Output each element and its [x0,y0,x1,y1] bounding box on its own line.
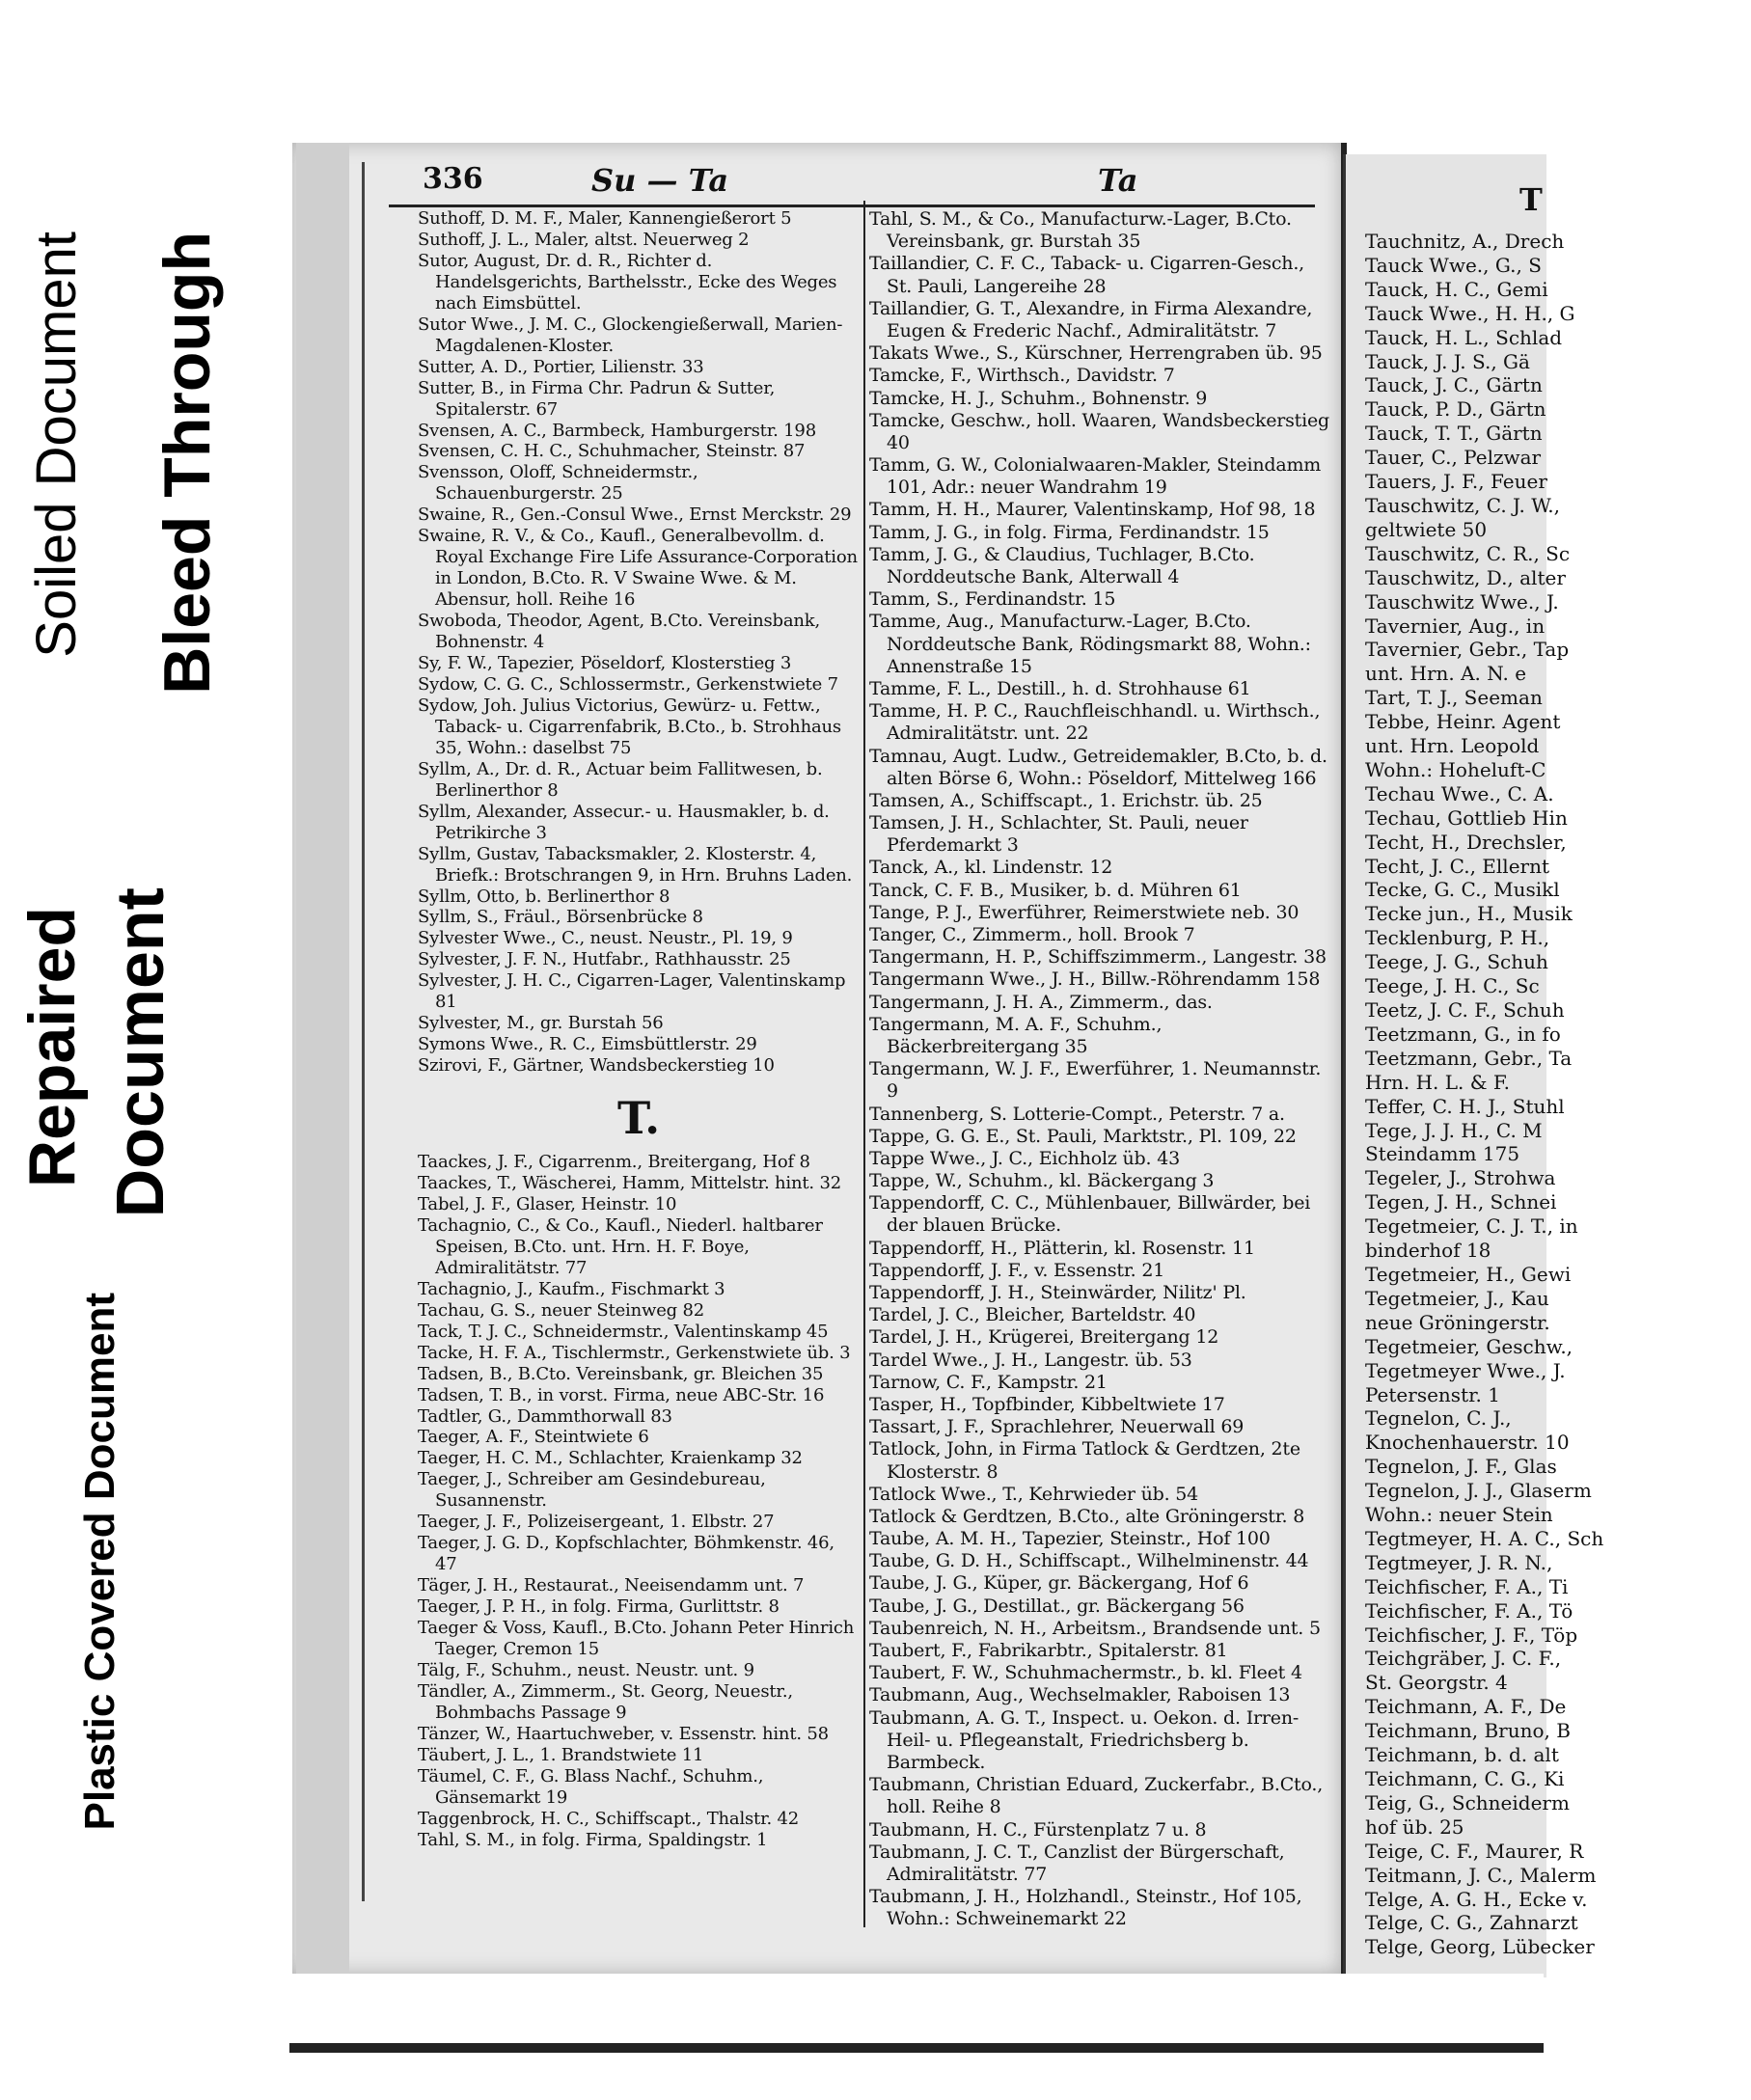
label-bleed: Bleed Through [150,232,224,695]
directory-entry: Sylvester, J. F. N., Hutfabr., Rathhausstr. 25 [418,949,791,970]
left-entries-su [418,208,860,1077]
directory-entry: Taeger, A. F., Steintwiete 6 [418,1427,649,1448]
label-plastic: Plastic Covered Document [76,1293,123,1831]
next-page-entry: Teetzmann, Gebr., Ta [1365,1046,1573,1070]
directory-entry: Taubert, F., Fabrikarbtr., Spitalerstr. 81 [869,1640,1228,1661]
directory-entry: Taubmann, Christian Eduard, Zuckerfabr., B.Cto., holl. Reihe 8 [869,1774,1324,1818]
label-strip [0,0,289,2100]
directory-entry: Taeger, J. F., Polizeisergeant, 1. Elbstr. 27 [418,1512,775,1533]
next-page-entry: Teichmann, b. d. alt [1365,1743,1559,1767]
directory-entry: Syllm, S., Fräul., Börsenbrücke 8 [418,907,703,928]
label-repaired-2: Document [102,887,178,1218]
directory-entry: Tangermann, W. J. F., Ewerführer, 1. Neumannstr. 9 [869,1058,1322,1103]
directory-entry: Tarnow, C. F., Kampstr. 21 [869,1371,1108,1393]
directory-entry: Tadsen, T. B., in vorst. Firma, neue ABC-Str. 16 [418,1384,825,1405]
directory-entry: Tange, P. J., Ewerführer, Reimerstwiete neb. 30 [869,901,1300,923]
directory-entry: Taackes, J. F., Cigarrenm., Breitergang, Hof 8 [418,1152,810,1173]
next-page-entry: Teichmann, Bruno, B [1365,1719,1571,1743]
directory-entry: Taubmann, H. C., Fürstenplatz 7 u. 8 [869,1818,1207,1841]
next-page-entry: Tegeler, J., Strohwa [1365,1166,1556,1190]
next-page-entry: Tauck, J. J. S., Gä [1365,349,1530,373]
directory-entry: Täger, J. H., Restaurat., Neeisendamm unt. 7 [418,1575,805,1596]
next-page-entry: Tegen, J. H., Schnei [1365,1190,1557,1214]
directory-entry: Taackes, T., Wäscherei, Hamm, Mittelstr. hint. 32 [418,1173,841,1194]
directory-entry: Sylvester Wwe., C., neust. Neustr., Pl. 19, 9 [418,928,793,949]
next-page-entry: binderhof 18 [1365,1239,1491,1263]
directory-entry: Tatlock, John, in Firma Tatlock & Gerdtzen, 2te Klosterstr. 8 [869,1438,1300,1483]
directory-entry: Taeger, J., Schreiber am Gesindebureau, Susannenstr. [418,1469,766,1512]
next-page-entry: Tauck Wwe., G., S [1365,253,1542,277]
scanner-bar [289,2043,1544,2053]
next-page-entry: Teetzmann, G., in fo [1365,1022,1561,1046]
next-page-entry: Petersenstr. 1 [1365,1382,1500,1406]
directory-entry: Sutter, B., in Firma Chr. Padrun & Sutter, Spitalerstr. 67 [418,377,776,420]
next-page-entry: neue Gröningerstr. [1365,1310,1550,1334]
next-page-entry: Teichfischer, F. A., Tö [1365,1598,1573,1623]
next-page-entry: Tecklenburg, P. H., [1365,926,1550,950]
directory-entry: Syllm, A., Dr. d. R., Actuar beim Fallitwesen, b. Berlinerthor 8 [418,758,823,801]
next-page-entry: Teichfischer, F. A., Ti [1365,1574,1569,1598]
directory-entry: Taube, J. G., Destillat., gr. Bäckergang 56 [869,1595,1245,1617]
directory-entry: Syllm, Otto, b. Berlinerthor 8 [418,886,670,907]
directory-entry: Tamcke, H. J., Schuhm., Bohnenstr. 9 [869,387,1208,409]
next-page-entry: Telge, A. G. H., Ecke v. [1365,1887,1588,1911]
left-column [418,208,860,1851]
next-page-entry: Techau, Gottlieb Hin [1365,805,1568,830]
next-page-entry: Tauck, T. T., Gärtn [1365,422,1543,446]
directory-entry: Täumel, C. F., G. Blass Nachf., Schuhm., Gänsemarkt 19 [418,1765,764,1808]
directory-entry: Taggenbrock, H. C., Schiffscapt., Thalstr. 42 [418,1808,800,1829]
directory-entry: Taubmann, A. G. T., Inspect. u. Oekon. d. Irren-Heil- u. Pflegeanstalt, Friedrichsberg b. Barmbeck. [869,1706,1300,1773]
directory-entry: Taeger, H. C. M., Schlachter, Kraienkamp 32 [418,1448,803,1469]
next-page-entry: Teichgräber, J. C. F., [1365,1647,1562,1671]
next-page-entry: Telge, C. G., Zahnarzt [1365,1911,1578,1935]
next-page-entry: Wohn.: Hoheluft-C [1365,757,1546,781]
directory-entry: Tassart, J. F., Sprachlehrer, Neuerwall 69 [869,1416,1245,1438]
directory-entry: Tamcke, Geschw., holl. Waaren, Wandsbeckerstieg 40 [869,409,1329,453]
directory-entry: Tälg, F., Schuhm., neust. Neustr. unt. 9 [418,1659,754,1680]
next-page-entry: Tart, T. J., Seeman [1365,686,1543,710]
directory-entry: Szirovi, F., Gärtner, Wandsbeckerstieg 10 [418,1055,775,1077]
next-page-entry: Telge, Georg, Lübecker [1365,1935,1595,1959]
section-letter: T. [617,1092,660,1145]
directory-entry: Sydow, C. G. C., Schlossermstr., Gerkenstwiete 7 [418,673,838,695]
directory-entry: Tasper, H., Topfbinder, Kibbeltwiete 17 [869,1393,1225,1415]
next-page-entry: Tauck, P. D., Gärtn [1365,397,1546,422]
next-page-head: T [1519,181,1543,218]
directory-entry: Tack, T. J. C., Schneidermstr., Valentinskamp 45 [418,1321,829,1342]
next-page-entry: Knochenhauerstr. 10 [1365,1431,1570,1455]
next-page-sliver [1343,154,1604,1977]
next-page-entry: Teetz, J. C. F., Schuh [1365,998,1565,1022]
next-page-entry: Tauck, J. C., Gärtn [1365,373,1543,397]
directory-entry: Taube, A. M. H., Tapezier, Steinstr., Hof 100 [869,1528,1271,1550]
next-page-entry: Tavernier, Aug., in [1365,614,1546,638]
directory-entry: Suthoff, D. M. F., Maler, Kannengießerort 5 [418,208,792,229]
next-page-entry: Hrn. H. L. & F. [1365,1070,1511,1094]
directory-entry: Tappe Wwe., J. C., Eichholz üb. 43 [869,1147,1180,1169]
next-page-entry: Teichmann, A. F., De [1365,1695,1567,1719]
directory-entry: Tänzer, W., Haartuchweber, v. Essenstr. hint. 58 [418,1723,829,1744]
directory-entry: Syllm, Alexander, Assecur.- u. Hausmakler, b. d. Petrikirche 3 [418,801,830,843]
directory-entry: Swoboda, Theodor, Agent, B.Cto. Vereinsbank, Bohnenstr. 4 [418,611,821,653]
directory-entry: Tamme, F. L., Destill., h. d. Strohhause 61 [869,677,1251,699]
next-page-entry: Tegtmeyer, H. A. C., Sch [1365,1526,1604,1550]
directory-page [292,143,1341,1974]
directory-entry: Tahl, S. M., & Co., Manufacturw.-Lager, B.Cto. Vereinsbank, gr. Burstah 35 [869,208,1292,253]
directory-entry: Sutor, August, Dr. d. R., Richter d. Handelsgerichts, Barthelsstr., Ecke des Weges nach Eimsbüttel. [418,250,837,314]
directory-entry: Tadtler, G., Dammthorwall 83 [418,1405,672,1427]
directory-entry: Tanck, A., kl. Lindenstr. 12 [869,857,1113,879]
directory-entry: Taubmann, J. C. T., Canzlist der Bürgerschaft, Admiralitätstr. 77 [869,1841,1285,1885]
next-page-entry: Tauschwitz, D., alter [1365,565,1566,589]
directory-entry: Tannenberg, S. Lotterie-Compt., Peterstr. 7 a. [869,1103,1285,1125]
directory-entry: Tappendorff, J. F., v. Essenstr. 21 [869,1259,1165,1281]
directory-entry: Svensson, Oloff, Schneidermstr., Schauenburgerstr. 25 [418,462,698,505]
directory-entry: Tappendorff, H., Plätterin, kl. Rosenstr. 11 [869,1237,1255,1259]
directory-entry: Taubmann, Aug., Wechselmakler, Raboisen 13 [869,1684,1291,1706]
next-page-entry: Tebbe, Heinr. Agent [1365,710,1561,734]
directory-entry: Tamcke, F., Wirthsch., Davidstr. 7 [869,365,1175,387]
directory-entry: Taillandier, G. T., Alexandre, in Firma Alexandre, Eugen & Frederic Nachf., Admiralitätstr. 7 [869,297,1313,341]
directory-entry: Tangermann, J. H. A., Zimmerm., das. [869,991,1213,1013]
column-divider [863,201,865,1927]
directory-entry: Taubmann, J. H., Holzhandl., Steinstr., Hof 105, Wohn.: Schweinemarkt 22 [869,1886,1302,1930]
next-page-entry: Teichfischer, J. F., Töp [1365,1623,1578,1647]
directory-entry: Svensen, C. H. C., Schuhmacher, Steinstr. 87 [418,441,806,462]
directory-entry: Sutor Wwe., J. M. C., Glockengießerwall, Marien-Magdalenen-Kloster. [418,314,843,356]
directory-entry: Tamm, S., Ferdinandstr. 15 [869,588,1116,611]
directory-entry: Tacke, H. F. A., Tischlermstr., Gerkenstwiete üb. 3 [418,1342,851,1363]
directory-entry: Tangermann Wwe., J. H., Billw.-Röhrendamm 158 [869,968,1321,991]
running-head-left: Su — Ta [591,162,729,199]
next-page-entry: Teege, J. G., Schuh [1365,950,1548,974]
next-page-entry: unt. Hrn. A. N. e [1365,662,1527,686]
next-page-entry: Teitmann, J. C., Malerm [1365,1863,1597,1887]
next-page-entry: Tauck, H. C., Gemi [1365,277,1548,301]
directory-entry: Tachagnio, J., Kaufm., Fischmarkt 3 [418,1278,725,1299]
directory-entry: Taeger, J. G. D., Kopfschlachter, Böhmkenstr. 46, 47 [418,1533,834,1575]
directory-entry: Tanger, C., Zimmerm., holl. Brook 7 [869,924,1195,945]
next-page-entry: St. Georgstr. 4 [1365,1671,1508,1695]
directory-entry: Taubert, F. W., Schuhmachermstr., b. kl. Fleet 4 [869,1662,1302,1684]
directory-entry: Tamm, J. G., & Claudius, Tuchlager, B.Cto. Norddeutsche Bank, Alterwall 4 [869,543,1255,587]
next-page-entry: Steindamm 175 [1365,1142,1520,1166]
next-page-entry: Tavernier, Gebr., Tap [1365,638,1570,662]
label-repaired-1: Repaired [15,907,89,1187]
directory-entry: Swaine, R. V., & Co., Kaufl., Generalbevollm. d. Royal Exchange Fire Life Assurance-Corporation in London, B.Cto. R. V Swaine Wwe. & M. Abensur, holl. Reihe 16 [418,526,858,611]
next-page-entry: Tegetmeier, Geschw., [1365,1334,1573,1358]
next-page-entry: Tegetmeier, J., Kau [1365,1286,1549,1310]
directory-entry: Tamme, Aug., Manufacturw.-Lager, B.Cto. Norddeutsche Bank, Rödingsmarkt 88, Wohn.: Annenstraße 15 [869,611,1311,677]
next-page-entry: unt. Hrn. Leopold [1365,734,1540,758]
directory-entry: Tamsen, A., Schiffscapt., 1. Erichstr. üb. 25 [869,789,1263,811]
next-page-entry: Tecke jun., H., Musik [1365,902,1573,926]
directory-entry: Tabel, J. F., Glaser, Heinstr. 10 [418,1193,677,1214]
directory-entry: Tamme, H. P. C., Rauchfleischhandl. u. Wirthsch., Admiralitätstr. unt. 22 [869,700,1321,745]
directory-entry: Tardel Wwe., J. H., Langestr. üb. 53 [869,1349,1192,1371]
next-page-entry: Tegnelon, C. J., [1365,1406,1512,1431]
next-page-entry: Tauchnitz, A., Drech [1365,230,1565,253]
left-entries-ta [418,1152,860,1850]
directory-entry: Tangermann, M. A. F., Schuhm., Bäckerbreitergang 35 [869,1013,1163,1057]
right-column [869,208,1332,1930]
scan-border-top [289,0,1544,143]
directory-entry: Syllm, Gustav, Tabacksmakler, 2. Klosterstr. 4, Briefk.: Brotschrangen 9, in Hrn. Bruhns Laden. [418,843,853,886]
label-soiled: Soiled Document [25,232,88,658]
directory-entry: Tamm, G. W., Colonialwaaren-Makler, Steindamm 101, Adr.: neuer Wandrahm 19 [869,454,1322,499]
directory-entry: Tappendorff, J. H., Steinwärder, Nilitz' Pl. [869,1282,1246,1303]
directory-entry: Sydow, Joh. Julius Victorius, Gewürz- u. Fettw., Taback- u. Cigarrenfabrik, B.Cto., b. Strohhaus 35, Wohn.: daselbst 75 [418,695,841,758]
directory-entry: Täubert, J. L., 1. Brandstwiete 11 [418,1744,704,1765]
next-page-entry: Tege, J. J. H., C. M [1365,1118,1543,1142]
directory-entry: Tatlock & Gerdtzen, B.Cto., alte Gröningerstr. 8 [869,1505,1305,1527]
directory-entry: Taube, J. G., Küper, gr. Bäckergang, Hof 6 [869,1572,1249,1595]
directory-entry: Tamm, H. H., Maurer, Valentinskamp, Hof 98, 18 [869,499,1316,521]
directory-entry: Taillandier, C. F. C., Taback- u. Cigarren-Gesch., St. Pauli, Langereihe 28 [869,253,1305,297]
next-page-entry: Tauschwitz Wwe., J. [1365,589,1559,614]
next-page-entry: Tauschwitz, C. J. W., [1365,493,1561,517]
next-page-entry: Tecke, G. C., Musikl [1365,878,1560,902]
next-page-entry: Techau Wwe., C. A. [1365,781,1554,805]
directory-entry: Taeger & Voss, Kaufl., B.Cto. Johann Peter Hinrich Taeger, Cremon 15 [418,1618,855,1659]
next-page-entry: Techt, J. C., Ellernt [1365,854,1550,878]
next-page-entry: geltwiete 50 [1365,517,1488,541]
next-page-column [1365,230,1751,1959]
next-page-entry: Teige, C. F., Maurer, R [1365,1839,1584,1863]
directory-entry: Tamnau, Augt. Ludw., Getreidemakler, B.Cto, b. d. alten Börse 6, Wohn.: Pöseldorf, Mittelweg 166 [869,745,1327,789]
directory-entry: Takats Wwe., S., Kürschner, Herrengraben üb. 95 [869,342,1323,365]
directory-entry: Svensen, A. C., Barmbeck, Hamburgerstr. 198 [418,420,816,441]
next-page-entry: Teege, J. H. C., Sc [1365,974,1540,998]
directory-entry: Sutter, A. D., Portier, Lilienstr. 33 [418,356,704,377]
directory-entry: Tappendorff, C. C., Mühlenbauer, Billwärder, bei der blauen Brücke. [869,1192,1311,1237]
next-page-entry: Tauck Wwe., H. H., G [1365,301,1575,325]
directory-entry: Tahl, S. M., in folg. Firma, Spaldingstr. 1 [418,1829,768,1850]
directory-entry: Symons Wwe., R. C., Eimsbüttlerstr. 29 [418,1034,757,1055]
directory-entry: Taubenreich, N. H., Arbeitsm., Brandsende unt. 5 [869,1617,1321,1639]
directory-entry: Tangermann, H. P., Schiffszimmerm., Langestr. 38 [869,946,1327,968]
directory-entry: Tadsen, B., B.Cto. Vereinsbank, gr. Bleichen 35 [418,1363,824,1384]
directory-entry: Tappe, G. G. E., St. Pauli, Marktstr., Pl. 109, 22 [869,1125,1297,1147]
gutter-line [362,162,365,1901]
directory-entry: Tamm, J. G., in folg. Firma, Ferdinandstr. 15 [869,521,1270,543]
directory-entry: Tatlock Wwe., T., Kehrwieder üb. 54 [869,1483,1199,1505]
scan-border-bottom [289,1974,1544,2100]
directory-entry: Sylvester, J. H. C., Cigarren-Lager, Valentinskamp 81 [418,970,846,1013]
page-gutter [296,143,349,1974]
next-page-entry: Tegetmeier, H., Gewi [1365,1262,1572,1286]
next-page-entry: Tauck, H. L., Schlad [1365,325,1563,349]
next-page-entry: Tauer, C., Pelzwar [1365,446,1542,470]
header-rule [389,205,1315,207]
directory-entry: Tändler, A., Zimmerm., St. Georg, Neuestr., Bohmbachs Passage 9 [418,1680,793,1723]
directory-entry: Sylvester, M., gr. Burstah 56 [418,1013,664,1034]
directory-entry: Tappe, W., Schuhm., kl. Bäckergang 3 [869,1170,1215,1192]
next-page-entry: Tegnelon, J. F., Glas [1365,1455,1557,1479]
page-number: 336 [423,162,483,196]
directory-entry: Tardel, J. H., Krügerei, Breitergang 12 [869,1326,1219,1349]
directory-entry: Sy, F. W., Tapezier, Pöseldorf, Klosterstieg 3 [418,653,792,674]
directory-entry: Tardel, J. C., Bleicher, Barteldstr. 40 [869,1304,1196,1326]
next-page-entry: Tegtmeyer, J. R. N., [1365,1550,1553,1574]
next-page-entry: Tegnelon, J. J., Glaserm [1365,1479,1592,1503]
next-page-entry: hof üb. 25 [1365,1814,1464,1839]
next-page-entry: Tegetmeyer Wwe., J. [1365,1358,1566,1382]
directory-entry: Tamsen, J. H., Schlachter, St. Pauli, neuer Pferdemarkt 3 [869,812,1248,857]
directory-entry: Taeger, J. P. H., in folg. Firma, Gurlittstr. 8 [418,1596,780,1618]
directory-entry: Suthoff, J. L., Maler, altst. Neuerweg 2 [418,229,750,250]
next-page-entry: Wohn.: neuer Stein [1365,1503,1553,1527]
directory-entry: Tachagnio, C., & Co., Kaufl., Niederl. haltbarer Speisen, B.Cto. unt. Hrn. H. F. Boye, Admiralitätstr. 77 [418,1214,823,1278]
next-page-entry: Tauschwitz, C. R., Sc [1365,541,1571,565]
next-page-entry: Teffer, C. H. J., Stuhl [1365,1094,1565,1118]
next-page-entry: Teig, G., Schneiderm [1365,1790,1570,1814]
running-head-right: Ta [1098,162,1138,199]
next-page-entry: Tauers, J. F., Feuer [1365,470,1547,494]
next-page-entry: Techt, H., Drechsler, [1365,830,1567,854]
directory-entry: Tanck, C. F. B., Musiker, b. d. Mühren 61 [869,879,1242,901]
next-page-entry: Teichmann, C. G., Ki [1365,1767,1565,1790]
directory-entry: Taube, G. D. H., Schiffscapt., Wilhelminenstr. 44 [869,1550,1309,1572]
next-page-entry: Tegetmeier, C. J. T., in [1365,1214,1578,1239]
directory-entry: Swaine, R., Gen.-Consul Wwe., Ernst Merckstr. 29 [418,505,852,526]
directory-entry: Tachau, G. S., neuer Steinweg 82 [418,1299,705,1321]
